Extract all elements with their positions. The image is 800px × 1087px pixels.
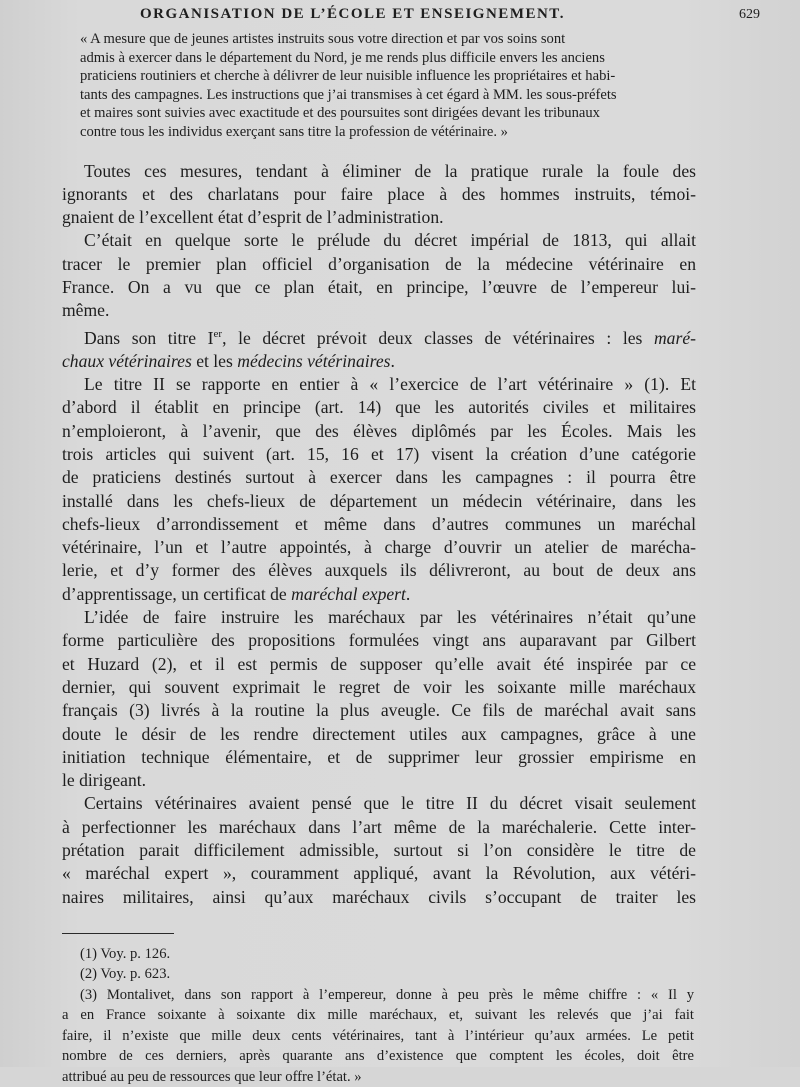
paragraph-line: même. bbox=[62, 300, 110, 321]
italic-term: maréchal expert bbox=[291, 583, 406, 604]
text-run: , le décret prévoit deux classes de vétérinaires : les bbox=[222, 327, 654, 348]
paragraph-line: d’abord il établit en principe (art. 14) que les autorités civiles et militaires bbox=[62, 397, 696, 418]
quote-line: tants des campagnes. Les instructions que j’ai transmises à cet égard à MM. les sous-préfets bbox=[80, 86, 617, 103]
paragraph-line: tracer le premier plan officiel d’organisation de la médecine vétérinaire en bbox=[62, 253, 696, 274]
quote-line: contre tous les individus exerçant sans titre la profession de vétérinaire. » bbox=[80, 123, 508, 140]
italic-term: maré- bbox=[653, 327, 696, 348]
paragraph-line: vétérinaire, l’un et l’autre appointés, à charge d’ouvrir un atelier de maréchа- bbox=[62, 537, 696, 558]
paragraph-line: gnaient de l’excellent état d’esprit de l’administration. bbox=[62, 207, 444, 228]
paragraph-line: ignorants et des charlatans pour faire place à des hommes instruits, témoi- bbox=[62, 183, 696, 204]
footnote-2: (2) Voy. p. 623. bbox=[80, 966, 171, 983]
body-text bbox=[62, 160, 696, 909]
paragraph-line: forme particulière des propositions formulées vingt ans auparavant par Gilbert bbox=[62, 630, 696, 651]
quote-line: admis à exercer dans le département du Nord, je me rends plus difficile envers les anciens bbox=[80, 49, 605, 66]
paragraph-line: Toutes ces mesures, tendant à éliminer de la pratique rurale la foule des bbox=[84, 160, 696, 181]
footnote-3-line: attribué au peu de ressources que leur offre l’état. » bbox=[62, 1068, 362, 1085]
paragraph-line: Le titre II se rapporte en entier à « l’exercice de l’art vétérinaire » (1). Et bbox=[84, 374, 696, 395]
paragraph-line: français (3) livrés à la routine la plus aveugle. Ce fils de maréchal avait sans bbox=[62, 700, 696, 721]
paragraph-line: doute le désir de les rendre directement utiles aux campagnes, grâce à une bbox=[62, 723, 696, 744]
text-run: Dans son titre I bbox=[84, 327, 214, 348]
footnote-3-line: nombre de ces derniers, après quarante ans d’existence que comptent les écoles, doit être bbox=[62, 1048, 694, 1065]
paragraph-line: installé dans les chefs-lieux de département un médecin vétérinaire, dans les bbox=[62, 490, 696, 511]
paragraph-line: « maréchal expert », couramment appliqué, avant la Révolution, aux vétéri- bbox=[62, 863, 696, 884]
paragraph-line bbox=[62, 323, 696, 350]
paragraph-line: trois articles qui suivent (art. 15, 16 et 17) visent la création d’une catégorie bbox=[62, 443, 696, 464]
paragraph-line: Certains vétérinaires avaient pensé que le titre II du décret visait seulement bbox=[84, 793, 696, 814]
paragraph-line: et Huzard (2), et il est permis de supposer qu’elle avait été inspirée par ce bbox=[62, 653, 696, 674]
superscript: er bbox=[213, 327, 223, 340]
running-head-title: ORGANISATION DE L’ÉCOLE ET ENSEIGNEMENT. bbox=[140, 6, 565, 22]
italic-term: chaux vétérinaires bbox=[62, 350, 192, 371]
quote-line: praticiens routiniers et cherche à délivrer de leur nuisible influence les propriétaires et habi- bbox=[80, 68, 616, 85]
paragraph-line: France. On a vu que ce plan était, en principe, l’œuvre de l’empereur lui- bbox=[62, 277, 696, 298]
footnote-3-line: a en France soixante à soixante dix mille maréchaux, et, suivant les relevés que j’ai fait bbox=[62, 1007, 694, 1024]
running-head bbox=[140, 6, 760, 30]
paragraph-line: de praticiens destinés surtout à exercer dans les campagnes : il pourra être bbox=[62, 467, 696, 488]
footnote-3-line: (3) Montalivet, dans son rapport à l’empereur, donne à peu près le même chiffre : « Il y bbox=[80, 986, 694, 1003]
footnotes bbox=[62, 944, 694, 1087]
page-number: 629 bbox=[739, 7, 760, 22]
paragraph-line: prétation parait difficilement admissible, surtout si l’on considère le titre de bbox=[62, 840, 696, 861]
paragraph-line: L’idée de faire instruire les maréchaux par les vétérinaires n’était qu’une bbox=[84, 607, 696, 628]
block-quote bbox=[80, 30, 776, 142]
paragraph-line: n’emploieront, à l’avenir, que des élèves diplômés par les Écoles. Mais les bbox=[62, 420, 696, 441]
paragraph-line: à perfectionner les maréchaux dans l’art même de la maréchalerie. Cette inter- bbox=[62, 816, 696, 837]
paragraph-line: dernier, qui souvent exprimait le regret de voir les soixante mille maréchaux bbox=[62, 676, 696, 697]
paragraph-line bbox=[62, 583, 696, 606]
footnote-divider bbox=[62, 933, 174, 934]
text-run: d’apprentissage, un certificat de bbox=[62, 583, 292, 604]
text-run: . bbox=[390, 350, 395, 371]
paragraph-line: initiation technique élémentaire, et de supprimer leur grossier empirisme en bbox=[62, 746, 696, 767]
text-run: et les bbox=[191, 350, 238, 371]
paragraph-line bbox=[62, 350, 696, 373]
paragraph-line: le dirigeant. bbox=[62, 770, 147, 791]
italic-term: médecins vétérinaires bbox=[237, 350, 391, 371]
footnote-1: (1) Voy. p. 126. bbox=[80, 945, 171, 962]
paragraph-line: naires militaires, ainsi qu’aux maréchaux civils s’occupant de traiter les bbox=[62, 886, 696, 907]
footnote-3-line: faire, il n’existe que mille deux cents vétérinaires, tant à l’intérieur qu’aux armées. Le petit bbox=[62, 1027, 694, 1044]
paragraph-line: C’était en quelque sorte le prélude du décret impérial de 1813, qui allait bbox=[84, 230, 696, 251]
quote-line: « A mesure que de jeunes artistes instruits sous votre direction et par vos soins sont bbox=[80, 31, 566, 47]
text-run: . bbox=[405, 583, 411, 604]
quote-line: et maires sont suivies avec exactitude et des poursuites sont dirigées devant les tribunaux bbox=[80, 105, 600, 122]
paragraph-line: lerie, et d’y former des élèves auxquels ils délivreront, au bout de deux ans bbox=[62, 560, 696, 581]
paragraph-line: chefs-lieux d’arrondissement et même dans d’autres communes un maréchal bbox=[62, 513, 696, 534]
